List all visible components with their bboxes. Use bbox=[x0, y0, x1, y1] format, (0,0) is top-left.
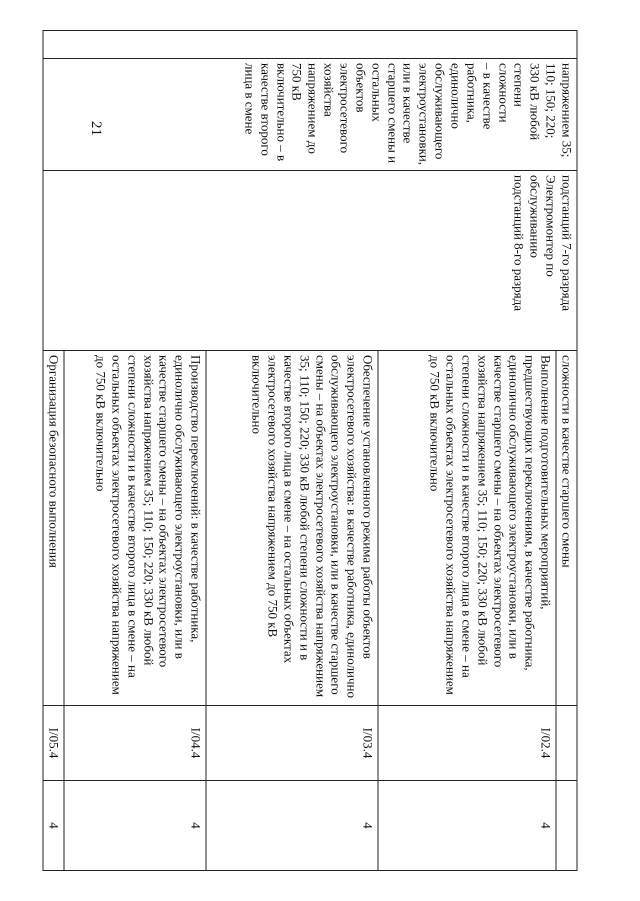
text-line: 330 кВ любой bbox=[527, 63, 543, 141]
text-line: включительно – в bbox=[274, 63, 290, 162]
table-cell-level: 4 bbox=[206, 781, 378, 871]
text-line: – в качестве bbox=[480, 63, 496, 130]
text-line: хозяйства bbox=[321, 63, 337, 117]
text-line: подстанций 7-го разряда bbox=[559, 175, 575, 312]
table-cell-code: I/05.4 bbox=[43, 706, 64, 781]
text-line: обслуживающего bbox=[432, 63, 448, 160]
text-line: напряжением 35; bbox=[559, 63, 575, 158]
table-cell-level: 4 bbox=[378, 781, 556, 871]
table-cell-function: Организация безопасного выполнения bbox=[43, 351, 64, 706]
page-number: 21 bbox=[88, 121, 104, 136]
table-row bbox=[556, 31, 577, 871]
text-line: единолично bbox=[448, 63, 464, 129]
text-line: напряжением до bbox=[305, 63, 321, 154]
table-cell-code: I/04.4 bbox=[64, 706, 206, 781]
table-cell-function: Производство переключений: в качестве работника, единолично обслуживающего электроустановки, или в качестве старшего смены – на объектах электросетевого хозяйства напряжением 35; 110; 150; 220; 330 кВ любой степени сложности и в качестве второго лица в смене – на остальных объектах электросетевого хозяйства напряжением до 750 кВ включительно bbox=[64, 351, 206, 706]
table-cell-function: Выполнение подготовительных мероприятий, предшествующих переключениям, в качестве работника, единолично обслуживающего электроустановки, или в качестве старшего смены – на объектах электросетевого хозяйства напряжением 35; 110; 150; 220; 330 кВ любой степени сложности и в качестве второго лица в смене – на остальных объектах электросетевого хозяйства напряжением до 750 кВ включительно bbox=[378, 351, 556, 706]
text-line: обслуживанию bbox=[527, 175, 543, 259]
rotated-table-container bbox=[46, 30, 578, 870]
text-line: объектов bbox=[353, 63, 369, 113]
table-cell-conditions bbox=[43, 59, 577, 171]
text-line: Электромонтер по bbox=[543, 175, 559, 277]
table-cell-level bbox=[556, 781, 577, 871]
table-cell-level: 4 bbox=[64, 781, 206, 871]
table-cell-function: сложности в качестве старшего смены bbox=[556, 351, 577, 706]
text-line: лица в смене bbox=[242, 63, 258, 135]
text-line: качестве второго bbox=[258, 63, 274, 156]
text-line: 750 кВ bbox=[289, 63, 305, 101]
text-line: остальных bbox=[369, 63, 385, 122]
table-cell-empty bbox=[43, 31, 577, 59]
text-line: электросетевого bbox=[337, 63, 353, 154]
table-cell-code: I/02.4 bbox=[378, 706, 556, 781]
table-cell-level: 4 bbox=[43, 781, 64, 871]
text-line: или в качестве bbox=[400, 63, 416, 144]
text-line: электроустановки, bbox=[416, 63, 432, 166]
text-line: подстанций 8-го разряда bbox=[511, 175, 527, 312]
text-line: работника, bbox=[464, 63, 480, 123]
text-line: 110; 150; 220; bbox=[543, 63, 559, 139]
table-cell-code bbox=[556, 706, 577, 781]
table-cell-job-titles bbox=[43, 171, 577, 351]
text-line: старшего смены и bbox=[385, 63, 401, 164]
text-line: степени сложности bbox=[496, 63, 527, 123]
table-cell-function: Обеспечение установленного режима работы объектов электросетевого хозяйства: в качестве работника, единолично обслуживающего электроустановки, или в качестве старшего смены – на объектах электросетевого хозяйства напряжением 35; 110; 150; 220; 330 кВ любой степени сложности и в качестве второго лица в смене – на остальных объектах электросетевого хозяйства напряжением до 750 кВ включительно bbox=[206, 351, 378, 706]
qualification-table bbox=[43, 30, 578, 871]
table-cell-code: I/03.4 bbox=[206, 706, 378, 781]
